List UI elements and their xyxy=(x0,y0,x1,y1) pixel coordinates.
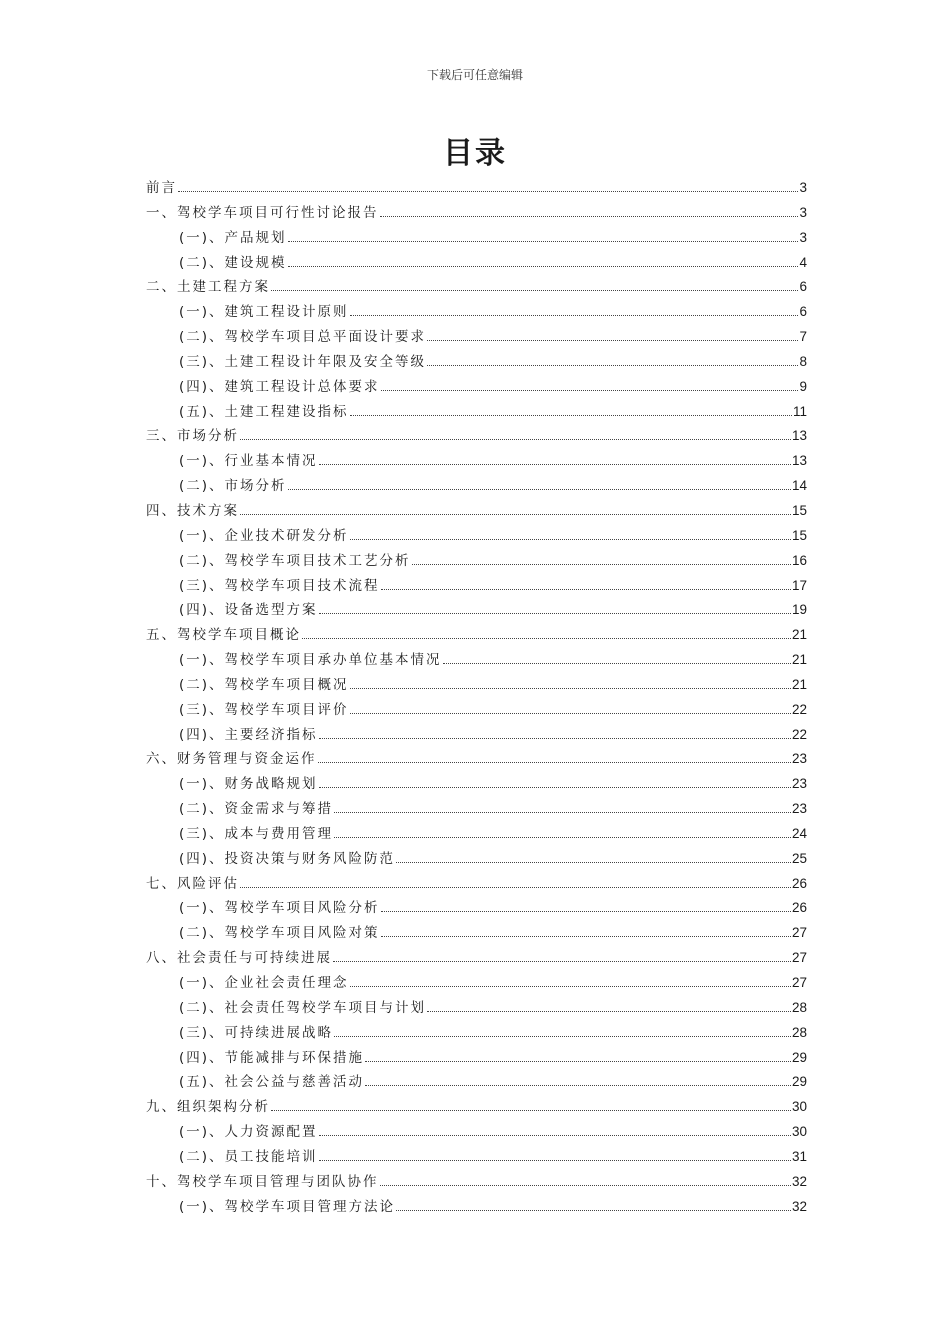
toc-entry-page-number: 3 xyxy=(799,180,807,195)
toc-entry-page-number: 13 xyxy=(791,453,807,469)
toc-entry-title: (五)、土建工程建设指标 xyxy=(179,403,349,420)
dot-leader xyxy=(319,1120,791,1136)
toc-entry-title: 十、驾校学车项目管理与团队协作 xyxy=(146,1173,379,1190)
dot-leader xyxy=(319,449,791,465)
toc-entry-title: 八、社会责任与可持续进展 xyxy=(146,950,332,967)
toc-entry-title: (二)、社会责任驾校学车项目与计划 xyxy=(179,999,427,1016)
toc-entry-page-number: 11 xyxy=(792,403,807,419)
toc-entry-title: (三)、驾校学车项目技术流程 xyxy=(179,577,380,594)
toc-entry[interactable] xyxy=(146,623,807,648)
toc-entry-title: 一、驾校学车项目可行性讨论报告 xyxy=(146,204,379,221)
toc-title: 目录 xyxy=(443,136,507,171)
toc-entry[interactable] xyxy=(146,524,807,549)
dot-leader xyxy=(240,872,791,888)
toc-entry[interactable] xyxy=(146,1046,807,1071)
toc-entry-title: 七、风险评估 xyxy=(146,875,239,892)
toc-entry-title: 九、组织架构分析 xyxy=(146,1099,270,1116)
toc-entry-title: (一)、人力资源配置 xyxy=(179,1124,318,1141)
toc-entry-page-number: 30 xyxy=(791,1099,807,1115)
toc-entry[interactable] xyxy=(146,424,807,449)
dot-leader xyxy=(288,251,799,267)
toc-entry[interactable] xyxy=(146,1120,807,1145)
toc-entry-page-number: 19 xyxy=(791,602,807,618)
toc-entry-page-number: 17 xyxy=(791,577,807,593)
toc-entry-page-number: 24 xyxy=(791,825,807,841)
dot-leader xyxy=(412,549,791,565)
toc-entry-title: (四)、投资决策与财务风险防范 xyxy=(179,850,396,867)
toc-entry-title: 五、驾校学车项目概论 xyxy=(146,627,301,644)
toc-entry-title: 三、市场分析 xyxy=(146,428,239,445)
toc-entry[interactable] xyxy=(146,375,807,400)
dot-leader xyxy=(350,524,791,540)
toc-entry-page-number: 14 xyxy=(791,478,807,494)
dot-leader xyxy=(334,1021,791,1037)
table-of-contents xyxy=(146,176,807,1219)
toc-entry-title: 四、技术方案 xyxy=(146,502,239,519)
dot-leader xyxy=(381,375,799,391)
dot-leader xyxy=(288,474,791,490)
toc-entry[interactable] xyxy=(146,499,807,524)
toc-entry[interactable] xyxy=(146,772,807,797)
toc-entry-title: (四)、设备选型方案 xyxy=(179,602,318,619)
dot-leader xyxy=(319,598,791,614)
toc-entry-title: (一)、企业社会责任理念 xyxy=(179,975,349,991)
toc-entry-title: (一)、产品规划 xyxy=(179,229,287,246)
dot-leader xyxy=(350,698,791,714)
toc-entry-title: 前言 xyxy=(146,180,177,196)
toc-entry[interactable] xyxy=(146,474,807,499)
dot-leader xyxy=(178,176,798,192)
toc-entry-title: (二)、驾校学车项目风险对策 xyxy=(179,925,380,942)
dot-leader xyxy=(240,424,791,440)
toc-entry[interactable] xyxy=(146,1021,807,1046)
toc-entry-page-number: 21 xyxy=(791,652,807,668)
toc-entry-page-number: 25 xyxy=(791,850,807,866)
header-note: 下载后可任意编辑 xyxy=(426,68,523,82)
toc-entry-title: (二)、员工技能培训 xyxy=(179,1148,318,1165)
toc-entry[interactable] xyxy=(146,574,807,599)
toc-entry-page-number: 28 xyxy=(791,999,807,1015)
toc-entry-page-number: 13 xyxy=(791,428,807,444)
toc-entry-title: (二)、驾校学车项目概况 xyxy=(179,676,349,693)
toc-entry[interactable] xyxy=(146,896,807,921)
toc-entry[interactable] xyxy=(146,921,807,946)
toc-entry[interactable] xyxy=(146,400,807,425)
dot-leader xyxy=(396,847,791,863)
toc-entry-title: (二)、驾校学车项目总平面设计要求 xyxy=(179,329,427,346)
toc-entry[interactable] xyxy=(146,275,807,300)
dot-leader xyxy=(334,822,791,838)
toc-entry-title: (四)、建筑工程设计总体要求 xyxy=(179,378,380,395)
toc-entry-title: (三)、土建工程设计年限及安全等级 xyxy=(179,353,427,370)
toc-entry-page-number: 23 xyxy=(791,751,807,767)
toc-entry[interactable] xyxy=(146,201,807,226)
dot-leader xyxy=(427,350,798,366)
dot-leader xyxy=(319,1145,791,1161)
toc-entry-title: (一)、财务战略规划 xyxy=(179,776,318,793)
toc-entry-page-number: 27 xyxy=(791,975,807,990)
toc-entry-page-number: 3 xyxy=(799,229,807,245)
toc-entry-page-number: 15 xyxy=(791,527,807,543)
toc-entry-title: (三)、可持续进展战略 xyxy=(179,1024,334,1041)
toc-entry-page-number: 23 xyxy=(791,801,807,817)
toc-entry[interactable] xyxy=(146,847,807,872)
dot-leader xyxy=(350,400,792,416)
dot-leader xyxy=(380,201,799,217)
toc-entry[interactable] xyxy=(146,350,807,375)
toc-entry[interactable] xyxy=(146,1170,807,1195)
dot-leader xyxy=(319,723,791,739)
toc-entry[interactable] xyxy=(146,1145,807,1170)
dot-leader xyxy=(381,574,791,590)
toc-entry[interactable] xyxy=(146,822,807,847)
dot-leader xyxy=(365,1070,791,1086)
toc-entry[interactable] xyxy=(146,1095,807,1120)
toc-entry-page-number: 31 xyxy=(791,1148,807,1164)
toc-entry-title: (一)、驾校学车项目承办单位基本情况 xyxy=(179,652,442,669)
toc-entry[interactable] xyxy=(146,747,807,772)
toc-entry-title: 六、财务管理与资金运作 xyxy=(146,751,317,768)
dot-leader xyxy=(396,1195,791,1211)
dot-leader xyxy=(318,747,791,763)
toc-entry-title: (三)、驾校学车项目评价 xyxy=(179,701,349,718)
dot-leader xyxy=(288,226,799,242)
dot-leader xyxy=(271,1095,791,1111)
dot-leader xyxy=(380,1170,791,1186)
toc-entry[interactable] xyxy=(146,996,807,1021)
toc-entry-page-number: 32 xyxy=(791,1198,807,1214)
toc-entry[interactable] xyxy=(146,723,807,748)
toc-entry[interactable] xyxy=(146,598,807,623)
dot-leader xyxy=(443,648,791,664)
toc-entry-page-number: 6 xyxy=(799,304,807,320)
toc-entry-page-number: 30 xyxy=(791,1124,807,1140)
dot-leader xyxy=(381,896,791,912)
toc-entry-title: (一)、建筑工程设计原则 xyxy=(179,304,349,321)
toc-entry-page-number: 23 xyxy=(791,776,807,792)
toc-entry-title: (二)、资金需求与筹措 xyxy=(179,801,334,818)
toc-entry-title: (二)、建设规模 xyxy=(179,254,287,271)
toc-entry-page-number: 9 xyxy=(799,378,807,394)
toc-entry-page-number: 29 xyxy=(791,1049,807,1065)
toc-entry-title: 二、土建工程方案 xyxy=(146,279,270,296)
dot-leader xyxy=(350,300,799,316)
toc-entry-page-number: 27 xyxy=(791,950,807,966)
toc-entry[interactable] xyxy=(146,797,807,822)
toc-entry-page-number: 4 xyxy=(799,254,807,270)
dot-leader xyxy=(333,946,791,962)
toc-entry[interactable] xyxy=(146,673,807,698)
toc-entry[interactable] xyxy=(146,176,807,201)
dot-leader xyxy=(350,971,791,987)
toc-entry-page-number: 16 xyxy=(791,552,807,568)
toc-entry[interactable] xyxy=(146,300,807,325)
toc-entry-page-number: 21 xyxy=(791,627,807,643)
toc-entry-title: (一)、行业基本情况 xyxy=(179,453,318,470)
toc-entry-title: (二)、市场分析 xyxy=(179,478,287,495)
dot-leader xyxy=(350,673,791,689)
toc-entry-page-number: 26 xyxy=(791,875,807,891)
dot-leader xyxy=(381,921,791,937)
toc-entry-page-number: 22 xyxy=(791,726,807,742)
toc-entry-title: (五)、社会公益与慈善活动 xyxy=(179,1074,365,1091)
toc-entry[interactable] xyxy=(146,251,807,276)
toc-entry[interactable] xyxy=(146,325,807,350)
toc-entry-page-number: 28 xyxy=(791,1024,807,1040)
toc-entry-page-number: 8 xyxy=(799,353,807,369)
dot-leader xyxy=(271,275,798,291)
toc-entry-page-number: 7 xyxy=(799,329,807,345)
toc-entry[interactable] xyxy=(146,226,807,251)
toc-entry[interactable] xyxy=(146,946,807,971)
toc-entry[interactable] xyxy=(146,549,807,574)
toc-entry-page-number: 22 xyxy=(791,701,807,717)
toc-entry-page-number: 6 xyxy=(799,279,807,295)
toc-entry-page-number: 29 xyxy=(791,1074,807,1090)
toc-entry-page-number: 32 xyxy=(791,1173,807,1189)
toc-entry-title: (一)、驾校学车项目风险分析 xyxy=(179,900,380,917)
toc-entry-page-number: 21 xyxy=(791,676,807,692)
toc-entry-page-number: 27 xyxy=(791,925,807,941)
toc-entry-title: (四)、节能减排与环保措施 xyxy=(179,1049,365,1066)
toc-entry-title: (二)、驾校学车项目技术工艺分析 xyxy=(179,552,411,569)
toc-entry[interactable] xyxy=(146,1070,807,1095)
toc-entry[interactable] xyxy=(146,971,807,996)
toc-entry[interactable] xyxy=(146,648,807,673)
toc-entry[interactable] xyxy=(146,698,807,723)
toc-entry-title: (一)、驾校学车项目管理方法论 xyxy=(179,1198,396,1215)
toc-entry-page-number: 3 xyxy=(799,204,807,220)
toc-entry-page-number: 15 xyxy=(791,502,807,518)
dot-leader xyxy=(302,623,791,639)
toc-entry[interactable] xyxy=(146,872,807,897)
toc-entry-page-number: 26 xyxy=(791,900,807,916)
dot-leader xyxy=(427,996,791,1012)
toc-entry[interactable] xyxy=(146,449,807,474)
dot-leader xyxy=(334,797,791,813)
toc-entry-title: (三)、成本与费用管理 xyxy=(179,825,334,842)
dot-leader xyxy=(427,325,798,341)
dot-leader xyxy=(319,772,791,788)
toc-entry[interactable] xyxy=(146,1195,807,1220)
toc-entry-title: (四)、主要经济指标 xyxy=(179,726,318,743)
dot-leader xyxy=(240,499,791,515)
toc-entry-title: (一)、企业技术研发分析 xyxy=(179,527,349,544)
dot-leader xyxy=(365,1046,791,1062)
